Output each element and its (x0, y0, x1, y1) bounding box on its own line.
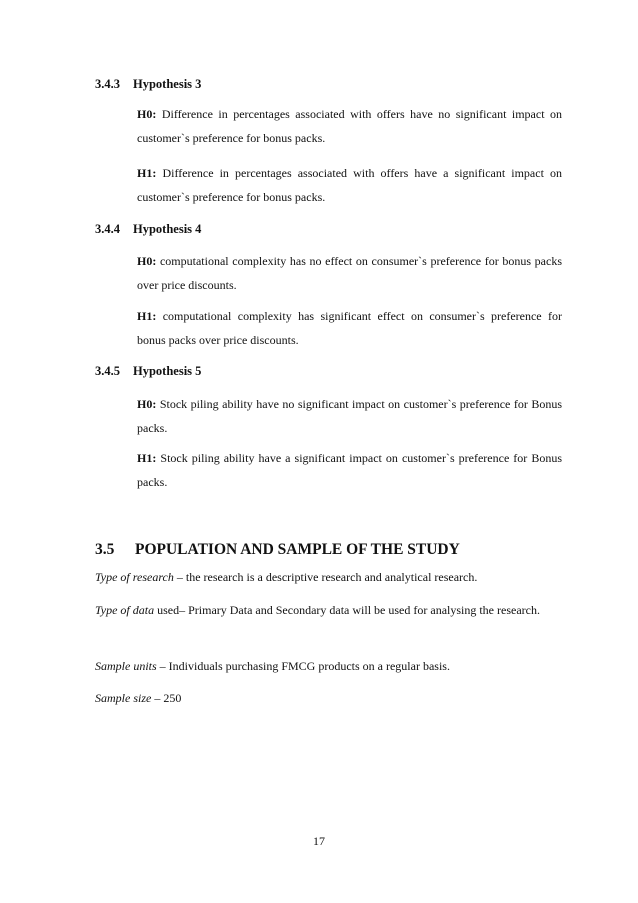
paragraph-sample-units (95, 654, 562, 678)
subheading-number: 3.4.3 (95, 77, 120, 91)
h1-label: H1: (137, 166, 157, 180)
hypothesis-5-h1 (137, 446, 562, 494)
page-number: 17 (313, 834, 325, 848)
subheading-title: Hypothesis 4 (133, 222, 202, 236)
section-title: POPULATION AND SAMPLE OF THE STUDY (135, 541, 460, 558)
h1-text: Stock piling ability have a significant impact on customer`s preference for Bonus packs. (137, 451, 562, 489)
paragraph-sample-size (95, 686, 562, 710)
h0-text: Difference in percentages associated with offers have no significant impact on customer`s preference for bonus packs. (137, 107, 563, 145)
h1-text: Difference in percentages associated with offers have a significant impact on customer`s preference for bonus packs. (137, 166, 563, 204)
item-label: Type of research (95, 570, 174, 584)
h1-label: H1: (137, 451, 157, 465)
hypothesis-4-h0 (137, 249, 562, 297)
hypothesis-3-h1 (137, 161, 562, 209)
item-text: – Individuals purchasing FMCG products on a regular basis. (156, 659, 450, 673)
item-text: – the research is a descriptive research and analytical research. (173, 570, 478, 584)
subheading-number: 3.4.5 (95, 364, 120, 378)
subheading-title: Hypothesis 3 (133, 77, 202, 91)
section-heading (95, 541, 460, 559)
hypothesis-5-h0 (137, 392, 562, 440)
subheading-hypothesis-4 (95, 222, 201, 237)
h0-label: H0: (137, 107, 157, 121)
h1-label: H1: (137, 309, 157, 323)
subheading-hypothesis-5 (95, 364, 201, 379)
item-label: Type of data (95, 603, 155, 617)
h1-text: computational complexity has significant effect on consumer`s preference for bonus packs over price discounts. (137, 309, 562, 347)
subheading-hypothesis-3 (95, 77, 201, 92)
item-label: Sample units (95, 659, 157, 673)
item-text: used– Primary Data and Secondary data will be used for analysing the research. (154, 603, 540, 617)
item-label: Sample size (95, 691, 152, 705)
subheading-title: Hypothesis 5 (133, 364, 202, 378)
section-number: 3.5 (95, 541, 115, 558)
h0-text: computational complexity has no effect on consumer`s preference for bonus packs over price discounts. (137, 254, 562, 292)
hypothesis-4-h1 (137, 304, 562, 352)
paragraph-type-of-research (95, 565, 562, 589)
h0-label: H0: (137, 397, 157, 411)
hypothesis-3-h0 (137, 102, 562, 150)
h0-label: H0: (137, 254, 157, 268)
subheading-number: 3.4.4 (95, 222, 120, 236)
paragraph-type-of-data (95, 598, 562, 622)
item-text: – 250 (151, 691, 182, 705)
h0-text: Stock piling ability have no significant impact on customer`s preference for Bonus packs. (137, 397, 562, 435)
